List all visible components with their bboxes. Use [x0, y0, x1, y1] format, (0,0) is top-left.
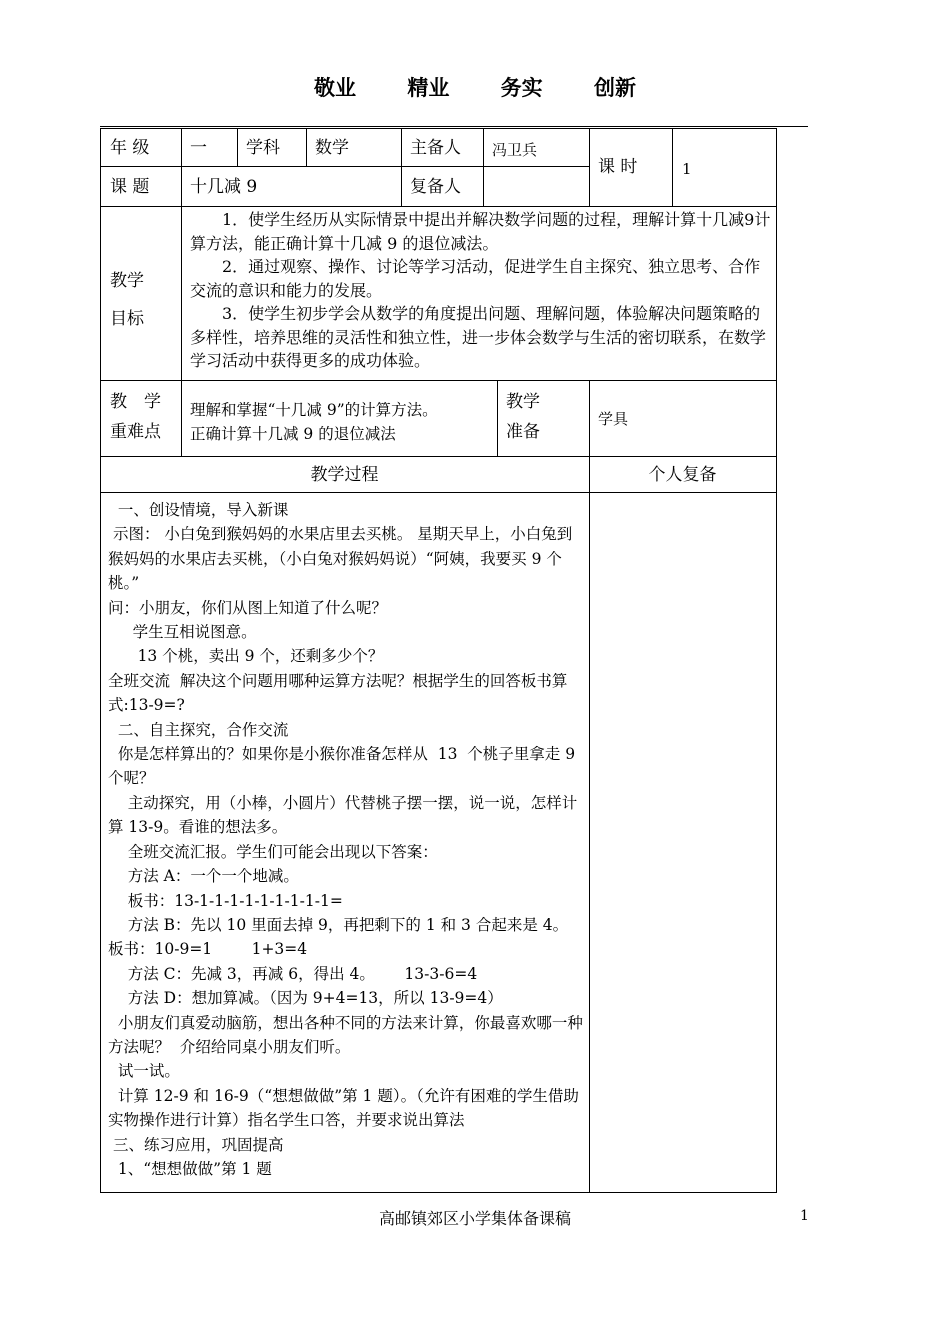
col-divider	[306, 128, 307, 166]
key-label-line: 教 学	[110, 392, 161, 412]
goal-item: 3．使学生初步学会从数学的角度提出问题、理解问题，体验解决问题策略的多样性，培养思维的灵活性和独立性，进一步体会数学与生活的密切联系，在数学学习活动中获得更多的成功体验。	[190, 304, 767, 370]
co-preparer-label: 复备人	[410, 177, 461, 197]
key-point-item: 正确计算十几减 9 的退位减法	[190, 425, 396, 443]
footer-school: 高邮镇郊区小学集体备课稿	[378, 1209, 571, 1228]
col-divider	[401, 128, 402, 206]
col-divider	[181, 128, 182, 456]
process-paragraph: 1、“想想做做”第 1 题	[108, 1159, 272, 1178]
process-paragraph: 13 个桃，卖出 9 个，还剩多少个？	[108, 647, 384, 666]
col-divider	[483, 128, 484, 206]
table-border-bottom	[100, 1192, 777, 1193]
key-label-line: 重难点	[110, 422, 161, 442]
key-point-item: 理解和掌握“十几减 9”的计算方法。	[190, 401, 438, 419]
process-paragraph: 方法 A：一个一个地减。	[108, 867, 299, 886]
topic-label: 课 题	[110, 177, 150, 197]
teaching-process	[108, 498, 583, 1181]
process-paragraph: 方法 C：先减 3，再减 6，得出 4。 13-3-6=4	[108, 964, 478, 983]
review-header: 个人复备	[648, 465, 717, 485]
page-number: 1	[800, 1208, 809, 1224]
col-divider	[237, 128, 238, 166]
prep-label-line: 教学	[506, 392, 540, 412]
row-divider	[100, 456, 777, 457]
process-paragraph: 板书：13-1-1-1-1-1-1-1-1-1=	[108, 891, 343, 910]
process-paragraph: 全班交流 解决这个问题用哪种运算方法呢？根据学生的回答板书算式:13-9=?	[108, 671, 568, 715]
teaching-goals	[190, 208, 775, 373]
process-paragraph: 一、创设情境，导入新课	[108, 501, 289, 519]
row-divider	[100, 380, 777, 381]
period-label: 课 时	[598, 157, 638, 177]
grade-value: 一	[190, 138, 207, 158]
process-paragraph: 主动探究，用（小棒，小圆片）代替桃子摆一摆，说一说，怎样计算 13-9。看谁的想法多。	[108, 793, 578, 837]
goals-label-line: 目标	[110, 309, 144, 329]
process-paragraph: 你是怎样算出的？如果你是小猴你准备怎样从 13 个桃子里拿走 9 个呢？	[108, 745, 581, 788]
col-divider	[497, 380, 498, 456]
motto-word: 创新	[593, 76, 636, 100]
subject-label: 学科	[246, 138, 280, 158]
table-border-right	[776, 128, 777, 1193]
goal-item: 2．通过观察、操作、讨论等学习活动，促进学生自主探究、独立思考、合作交流的意识和能力的发展。	[190, 257, 761, 300]
row-divider	[100, 492, 777, 493]
motto-word: 务实	[500, 76, 543, 100]
prep-value: 学具	[598, 410, 629, 428]
process-paragraph: 方法 B：先以 10 里面去掉 9，再把剩下的 1 和 3 合起来是 4。板书：10-9=1 1+3=4	[108, 915, 569, 959]
main-preparer-label: 主备人	[410, 138, 461, 158]
table-border-top	[100, 128, 777, 129]
header-rule	[100, 126, 808, 127]
key-points	[190, 398, 438, 446]
main-preparer-value: 冯卫兵	[492, 141, 538, 159]
motto-word: 精业	[407, 76, 450, 100]
prep-label	[506, 387, 540, 447]
col-divider	[672, 128, 673, 206]
motto-word: 敬业	[314, 76, 357, 100]
col-divider	[589, 128, 590, 206]
goal-item: 1．使学生经历从实际情景中提出并解决数学问题的过程，理解计算十几减9计算方法，能正确计算十几减 9 的退位减法。	[190, 210, 771, 253]
process-paragraph: 方法 D：想加算减。（因为 9+4=13，所以 13-9=4）	[108, 989, 503, 1008]
process-paragraph: 二、自主探究，合作交流	[108, 720, 289, 739]
key-points-label	[110, 387, 161, 447]
process-paragraph: 三、练习应用，巩固提高	[108, 1135, 284, 1154]
grade-label: 年 级	[110, 138, 150, 158]
row-divider	[100, 166, 589, 167]
row-divider	[100, 206, 777, 207]
topic-value: 十几减 9	[190, 177, 258, 197]
process-paragraph: 试一试。	[108, 1062, 180, 1081]
prep-label-line: 准备	[506, 422, 540, 442]
table-border-left	[100, 128, 101, 1193]
subject-value: 数学	[315, 138, 349, 158]
process-paragraph: 全班交流汇报。学生们可能会出现以下答案：	[108, 842, 438, 861]
process-paragraph: 小朋友们真爱动脑筋，想出各种不同的方法来计算，你最喜欢哪一种方法呢？ 介绍给同桌小朋友们听。	[108, 1013, 583, 1056]
period-value: 1	[682, 160, 692, 178]
col-divider	[589, 456, 590, 1193]
process-header: 教学过程	[310, 465, 379, 485]
col-divider	[589, 380, 590, 456]
process-paragraph: 学生互相说图意。	[108, 623, 257, 642]
goals-label	[110, 262, 144, 338]
process-paragraph: 计算 12-9 和 16-9（“想想做做”第 1 题）。（允许有困难的学生借助实物操作进行计算）指名学生口答，并要求说出算法	[108, 1086, 579, 1130]
process-paragraph: 问：小朋友，你们从图上知道了什么呢？	[108, 598, 388, 617]
process-paragraph: 示图： 小白兔到猴妈妈的水果店里去买桃。 星期天早上，小白兔到猴妈妈的水果店去买桃，（小白兔对猴妈妈说）“阿姨，我要买 9 个桃。”	[108, 525, 573, 593]
goals-label-line: 教学	[110, 271, 144, 291]
motto-header	[0, 72, 950, 102]
